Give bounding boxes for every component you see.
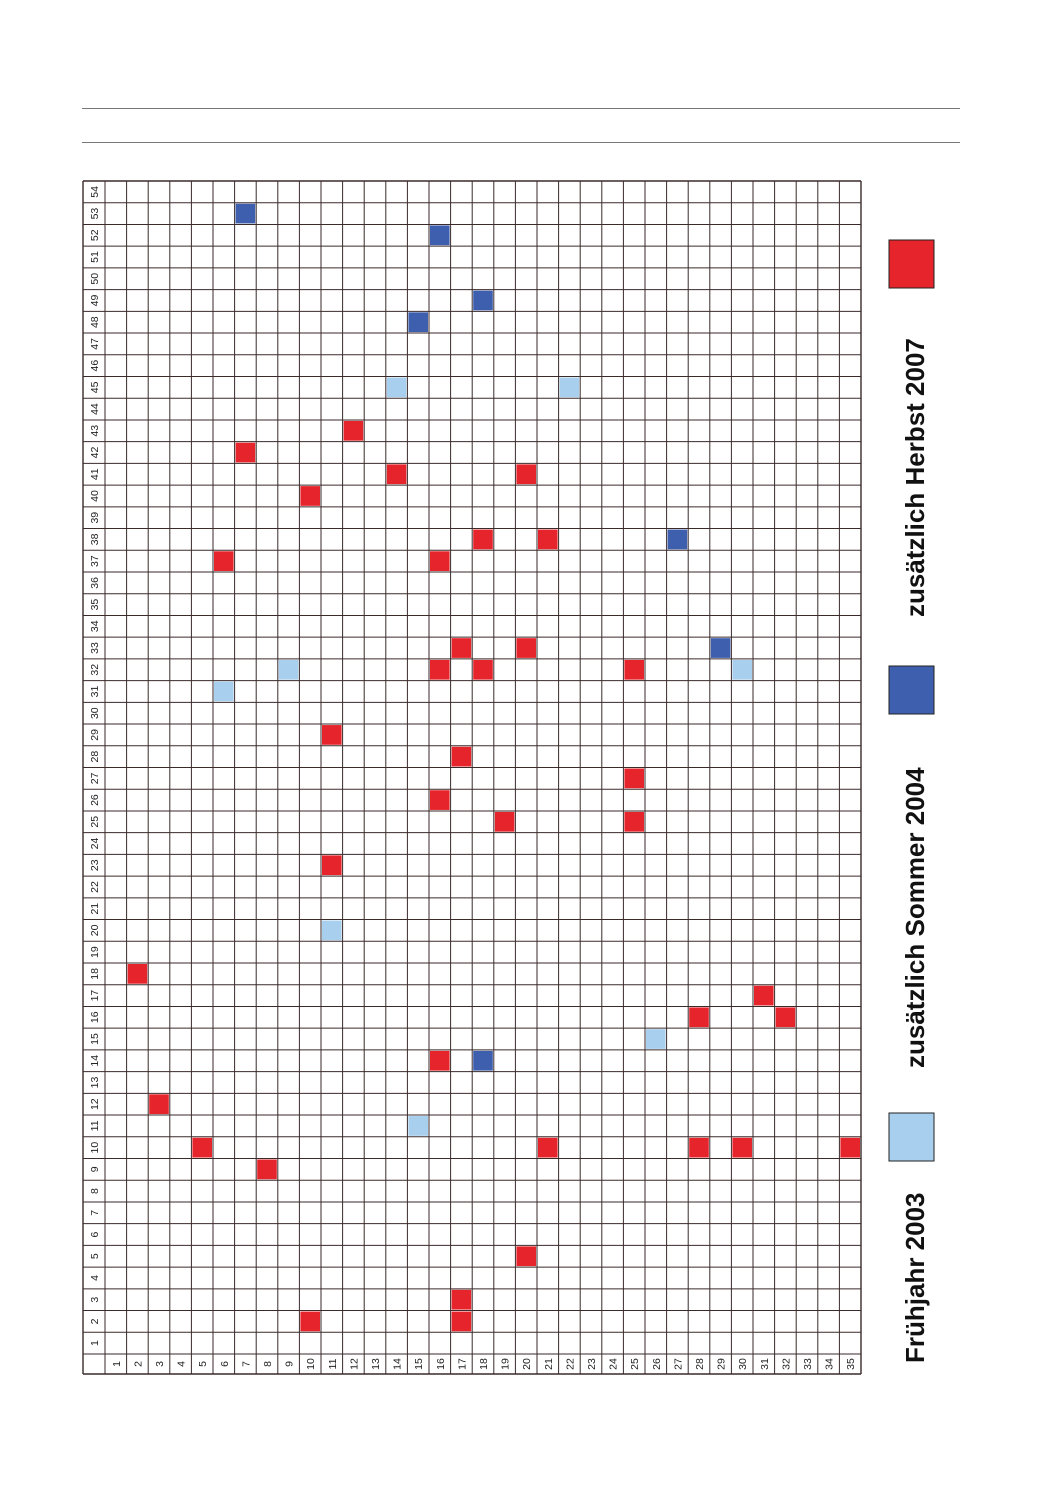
column-label: 15 (89, 1033, 101, 1045)
cell-fruehjahr-r26-c15 (646, 1029, 666, 1049)
column-label: 43 (89, 424, 101, 437)
cell-herbst-r12-c43 (344, 421, 364, 441)
column-label: 1 (89, 1340, 101, 1347)
column-label: 26 (89, 794, 101, 806)
cell-herbst-r28-c10 (689, 1138, 709, 1158)
legend (889, 240, 934, 1363)
cell-herbst-r30-c10 (732, 1138, 752, 1158)
column-label: 28 (89, 750, 101, 763)
row-label: 33 (802, 1358, 814, 1370)
column-label: 17 (89, 989, 101, 1002)
column-label: 50 (89, 272, 101, 285)
column-label: 53 (89, 207, 101, 220)
cell-herbst-r28-c16 (689, 1007, 709, 1027)
legend-label-sommer: zusätzlich Sommer 2004 (900, 767, 930, 1068)
row-label: 25 (629, 1358, 642, 1370)
column-label: 3 (89, 1296, 101, 1303)
cell-herbst-r25-c32 (624, 660, 644, 680)
row-label: 35 (845, 1358, 858, 1370)
column-label: 22 (89, 881, 101, 893)
cell-fruehjahr-r22-c45 (560, 378, 580, 398)
cell-herbst-r6-c37 (214, 551, 234, 571)
cell-sommer-r18-c14 (473, 1051, 493, 1071)
row-label: 15 (413, 1358, 426, 1370)
row-label: 10 (305, 1358, 318, 1370)
column-label: 51 (89, 251, 101, 263)
column-label: 8 (89, 1188, 101, 1195)
row-label: 17 (456, 1358, 469, 1370)
cell-herbst-r14-c41 (387, 464, 407, 484)
column-label: 2 (89, 1318, 101, 1325)
grid-layer (83, 181, 861, 1374)
cell-fruehjahr-r30-c32 (732, 660, 752, 680)
cell-herbst-r25-c27 (624, 769, 644, 789)
column-label: 7 (89, 1209, 101, 1216)
column-label: 9 (89, 1166, 101, 1173)
row-label: 27 (672, 1358, 685, 1370)
cell-herbst-r21-c38 (538, 530, 558, 550)
row-label: 24 (607, 1358, 620, 1370)
cell-sommer-r29-c33 (711, 638, 731, 658)
column-label: 20 (89, 924, 101, 937)
legend-label-herbst: zusätzlich Herbst 2007 (900, 338, 930, 617)
column-label: 32 (89, 663, 101, 676)
cell-herbst-r16-c26 (430, 790, 450, 810)
column-label: 40 (89, 490, 101, 502)
row-label: 34 (823, 1358, 836, 1370)
column-label: 25 (89, 815, 101, 828)
row-label: 14 (391, 1358, 404, 1370)
cell-herbst-r17-c28 (452, 747, 472, 767)
cell-herbst-r20-c5 (516, 1246, 536, 1266)
cell-fruehjahr-r11-c20 (322, 921, 342, 941)
cell-herbst-r35-c10 (840, 1138, 860, 1158)
column-label: 5 (89, 1253, 101, 1260)
cell-herbst-r8-c9 (257, 1160, 277, 1180)
row-label: 3 (154, 1361, 166, 1367)
row-label: 32 (780, 1358, 793, 1370)
cell-herbst-r20-c33 (516, 638, 536, 658)
cell-sommer-r15-c48 (408, 312, 428, 332)
column-label: 11 (89, 1120, 101, 1132)
cell-herbst-r17-c3 (452, 1290, 472, 1310)
cell-herbst-r25-c25 (624, 812, 644, 832)
row-label: 29 (715, 1358, 728, 1370)
row-label: 20 (521, 1358, 534, 1370)
cell-herbst-r11-c29 (322, 725, 342, 745)
labels-layer (89, 186, 857, 1370)
cell-herbst-r17-c33 (452, 638, 472, 658)
column-label: 36 (89, 577, 101, 589)
row-label: 13 (370, 1358, 382, 1370)
column-label: 39 (89, 511, 101, 524)
cell-herbst-r32-c16 (776, 1007, 796, 1027)
row-label: 18 (478, 1358, 490, 1370)
cell-fruehjahr-r15-c11 (408, 1116, 428, 1136)
row-label: 23 (586, 1358, 598, 1370)
column-label: 52 (89, 229, 101, 242)
row-label: 2 (132, 1361, 145, 1367)
column-label: 31 (89, 685, 101, 698)
column-label: 34 (89, 620, 101, 633)
row-label: 26 (650, 1358, 663, 1370)
cell-herbst-r16-c14 (430, 1051, 450, 1071)
cell-herbst-r31-c17 (754, 986, 774, 1006)
column-label: 54 (89, 186, 101, 198)
column-label: 13 (89, 1076, 101, 1089)
column-label: 41 (89, 468, 101, 481)
cell-herbst-r3-c12 (149, 1094, 169, 1114)
column-label: 6 (89, 1231, 101, 1238)
legend-swatch-herbst (889, 240, 934, 288)
column-label: 37 (89, 555, 101, 567)
cell-herbst-r21-c10 (538, 1138, 558, 1158)
cell-herbst-r18-c38 (473, 530, 493, 550)
cell-herbst-r16-c37 (430, 551, 450, 571)
legend-swatch-fruehjahr (889, 1113, 934, 1161)
row-label: 30 (737, 1358, 750, 1370)
column-label: 23 (89, 859, 101, 872)
cell-fruehjahr-r6-c31 (214, 682, 234, 702)
cell-sommer-r27-c38 (668, 530, 688, 550)
column-label: 44 (89, 403, 101, 415)
row-label: 22 (564, 1358, 577, 1370)
row-label: 16 (434, 1358, 447, 1370)
cell-herbst-r19-c25 (495, 812, 515, 832)
column-label: 38 (89, 533, 101, 546)
column-label: 18 (89, 968, 101, 980)
cell-herbst-r11-c23 (322, 855, 342, 875)
cell-herbst-r7-c42 (236, 443, 256, 463)
cell-sommer-r18-c49 (473, 291, 493, 311)
row-label: 5 (197, 1361, 210, 1367)
column-label: 46 (89, 359, 101, 372)
cell-herbst-r5-c10 (192, 1138, 212, 1158)
row-label: 21 (542, 1358, 555, 1370)
cell-sommer-r7-c53 (236, 204, 256, 224)
cell-sommer-r16-c52 (430, 225, 450, 245)
row-label: 7 (240, 1361, 253, 1367)
column-label: 10 (89, 1141, 101, 1154)
cell-herbst-r16-c32 (430, 660, 450, 680)
column-label: 49 (89, 294, 101, 307)
cell-herbst-r18-c32 (473, 660, 493, 680)
cell-fruehjahr-r9-c32 (279, 660, 299, 680)
column-label: 14 (89, 1054, 101, 1067)
legend-swatch-sommer (889, 666, 934, 714)
column-label: 35 (89, 598, 101, 611)
cell-herbst-r20-c41 (516, 464, 536, 484)
cell-herbst-r10-c2 (300, 1312, 320, 1332)
column-label: 4 (89, 1275, 101, 1281)
column-label: 47 (89, 338, 101, 350)
cell-herbst-r2-c18 (128, 964, 148, 984)
row-label: 4 (175, 1361, 188, 1367)
cell-fruehjahr-r14-c45 (387, 378, 407, 398)
row-label: 19 (499, 1358, 512, 1370)
column-label: 24 (89, 837, 101, 850)
cell-herbst-r10-c40 (300, 486, 320, 506)
column-label: 29 (89, 729, 101, 741)
cell-herbst-r17-c2 (452, 1312, 472, 1332)
column-label: 21 (89, 902, 101, 915)
column-label: 19 (89, 946, 101, 958)
column-label: 45 (89, 381, 101, 394)
row-label: 6 (218, 1361, 231, 1367)
column-label: 42 (89, 446, 101, 459)
legend-label-fruehjahr: Frühjahr 2003 (900, 1192, 930, 1363)
row-label: 28 (694, 1358, 706, 1370)
column-label: 48 (89, 316, 101, 329)
column-label: 16 (89, 1011, 101, 1024)
row-label: 12 (348, 1358, 361, 1370)
column-label: 27 (89, 772, 101, 785)
row-label: 31 (758, 1358, 771, 1370)
column-label: 12 (89, 1098, 101, 1111)
row-label: 8 (262, 1361, 274, 1367)
row-label: 9 (283, 1361, 296, 1367)
row-label: 11 (326, 1358, 339, 1370)
column-label: 33 (89, 642, 101, 654)
row-label: 1 (110, 1361, 123, 1367)
column-label: 30 (89, 707, 101, 720)
